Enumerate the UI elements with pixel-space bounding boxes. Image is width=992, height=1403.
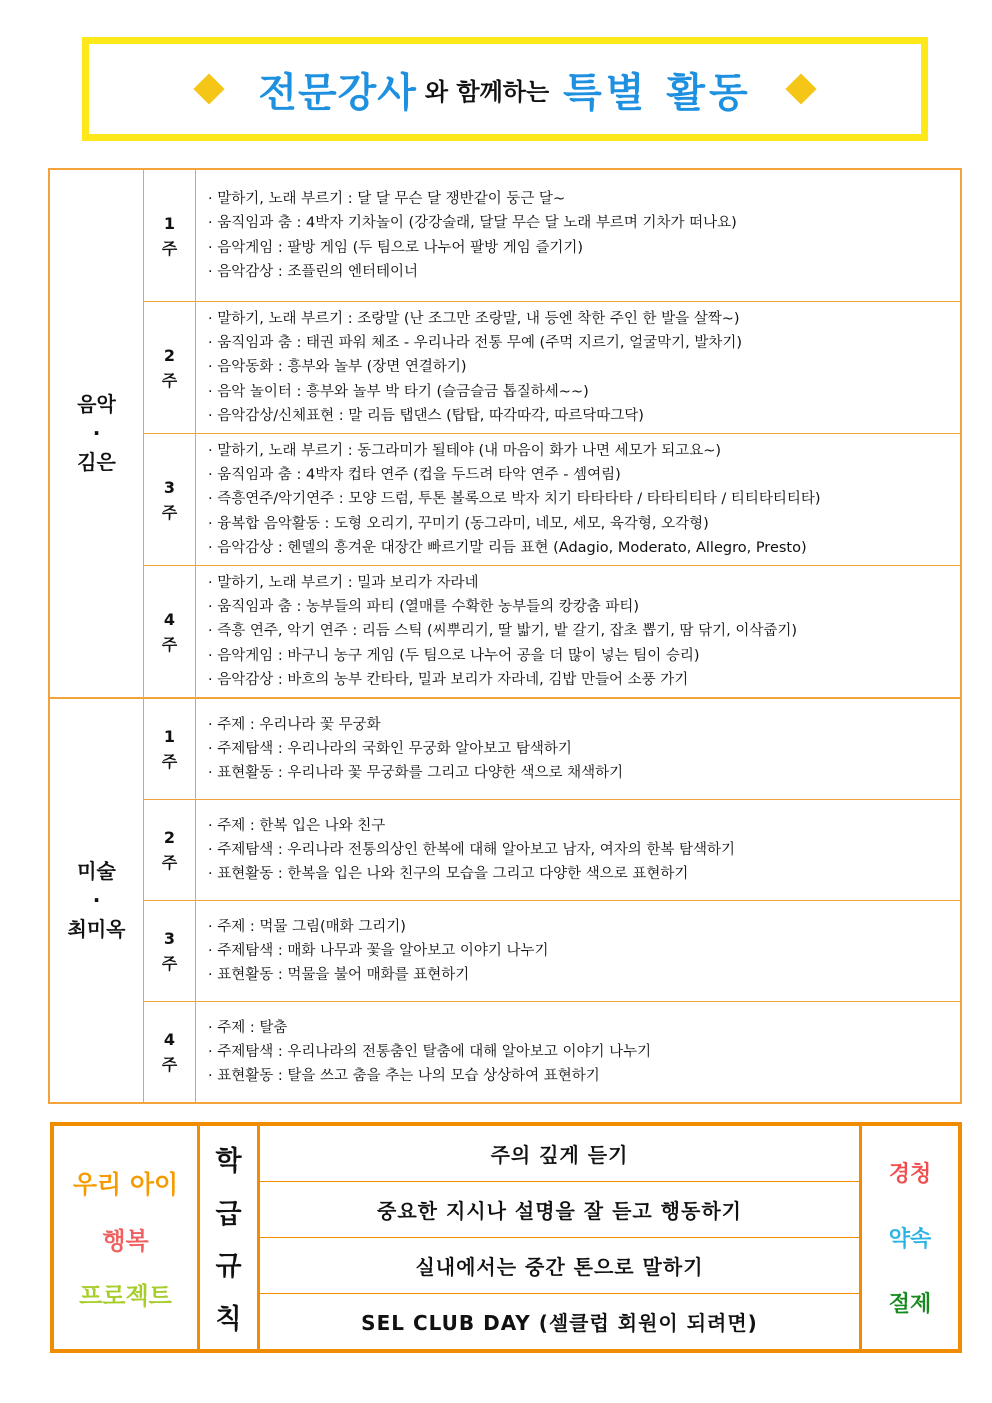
subject-dot: · <box>92 421 101 445</box>
value-promise: 약속 <box>888 1227 932 1252</box>
rules-heading-char: 규 <box>215 1251 242 1283</box>
activity-line: · 움직임과 춤 : 4박자 기차놀이 (강강술래, 달달 무슨 달 노래 부르며 기차가 떠나요) <box>208 215 737 232</box>
project-line-2: 행복 <box>102 1226 149 1255</box>
week-number: 4 <box>163 1030 176 1049</box>
activity-line: · 주제탐색 : 우리나라의 국화인 무궁화 알아보고 탐색하기 <box>208 740 572 757</box>
week-number: 3 <box>163 929 176 948</box>
activity-line: · 음악게임 : 바구니 농구 게임 (두 팀으로 나누어 공을 더 많이 넣는 팀이 승리) <box>208 647 700 664</box>
rules-heading-char: 학 <box>215 1145 242 1177</box>
rules-heading-char: 급 <box>215 1198 242 1230</box>
week-number: 2 <box>163 828 176 847</box>
week-unit: 주 <box>161 954 178 973</box>
week-unit: 주 <box>161 752 178 771</box>
title-part-1: 전문강사 <box>258 69 417 116</box>
activity-line: · 말하기, 노래 부르기 : 밀과 보리가 자라네 <box>208 574 479 591</box>
rule-item: 중요한 지시나 설명을 잘 듣고 행동하기 <box>260 1182 859 1238</box>
activity-line: · 즉흥 연주, 악기 연주 : 리듬 스틱 (씨뿌리기, 딸 밟기, 밭 갈기, 잡초 뽑기, 땀 닦기, 이삭줍기) <box>208 623 798 640</box>
week-label <box>144 800 196 901</box>
title-part-2: 와 함께하는 <box>424 77 550 106</box>
activity-line: · 표현활동 : 먹물을 불어 매화를 표현하기 <box>208 967 470 984</box>
week-row <box>49 434 961 566</box>
activity-line: · 표현활동 : 한복을 입은 나와 친구의 모습을 그리고 다양한 색으로 표현하기 <box>208 866 689 883</box>
activity-line: · 융복합 음악활동 : 도형 오리기, 꾸미기 (동그라미, 네모, 세모, 육각형, 오각형) <box>208 515 709 532</box>
class-rules-box <box>50 1122 962 1353</box>
project-line-1: 우리 아이 <box>72 1169 179 1199</box>
week-unit: 주 <box>161 853 178 872</box>
subject-teacher: 최미옥 <box>67 917 126 941</box>
rules-heading <box>200 1126 260 1349</box>
week-row <box>49 1002 961 1104</box>
activity-list <box>196 169 962 302</box>
week-row <box>49 698 961 800</box>
week-number: 4 <box>163 609 176 629</box>
week-label <box>144 901 196 1002</box>
week-unit: 주 <box>161 370 178 390</box>
diamond-icon <box>785 73 816 104</box>
week-unit: 주 <box>161 502 178 522</box>
week-unit: 주 <box>161 634 178 654</box>
week-row <box>49 800 961 901</box>
activity-line: · 음악 놀이터 : 흥부와 놀부 박 타기 (슬금슬금 톱질하세~~) <box>208 383 589 400</box>
activity-line: · 움직임과 춤 : 4박자 컵타 연주 (컵을 두드려 타악 연주 - 셈여림) <box>208 467 621 484</box>
subject-dot: · <box>92 888 101 912</box>
diamond-icon <box>194 73 225 104</box>
rule-item: 실내에서는 중간 톤으로 말하기 <box>260 1238 859 1294</box>
activity-line: · 말하기, 노래 부르기 : 조랑말 (난 조그만 조랑말, 내 등엔 착한 주인 한 발을 살짝~) <box>208 310 740 327</box>
week-row <box>49 901 961 1002</box>
week-number: 1 <box>163 213 176 233</box>
activity-line: · 말하기, 노래 부르기 : 동그라미가 될테야 (내 마음이 화가 나면 세모가 되고요~) <box>208 442 722 459</box>
week-number: 3 <box>163 477 176 497</box>
activity-line: · 표현활동 : 우리나라 꽃 무궁화를 그리고 다양한 색으로 채색하기 <box>208 765 624 782</box>
activity-line: · 음악감상/신체표현 : 말 리듬 탭댄스 (탑탑, 따각따각, 따르닥따그닥) <box>208 407 644 424</box>
value-listening: 경청 <box>888 1162 932 1187</box>
music-subject-cell <box>49 169 144 698</box>
activity-table <box>48 168 962 1104</box>
subject-teacher: 김은 <box>77 450 116 474</box>
week-unit: 주 <box>161 1055 178 1074</box>
project-line-3: 프로젝트 <box>79 1281 172 1310</box>
week-number: 2 <box>163 345 176 365</box>
activity-line: · 주제 : 먹물 그림(매화 그리기) <box>208 918 406 935</box>
activity-line: · 주제탐색 : 매화 나무과 꽃을 알아보고 이야기 나누기 <box>208 942 549 959</box>
title-banner <box>82 37 928 141</box>
activity-line: · 음악감상 : 헨델의 흥겨운 대장간 빠르기말 리듬 표현 (Adagio, Moderato, Allegro, Presto) <box>208 539 807 556</box>
title-part-3: 특별 활동 <box>563 69 752 116</box>
activity-line: · 말하기, 노래 부르기 : 달 달 무슨 달 쟁반같이 둥근 달~ <box>208 191 566 208</box>
activity-list <box>196 698 962 800</box>
activity-line: · 음악동화 : 흥부와 놀부 (장면 연결하기) <box>208 359 467 376</box>
activity-list <box>196 901 962 1002</box>
week-label <box>144 566 196 699</box>
activity-list <box>196 566 962 699</box>
activity-line: · 주제 : 한복 입은 나와 친구 <box>208 817 386 834</box>
activity-line: · 음악게임 : 팔방 게임 (두 팀으로 나누어 팔방 게임 즐기기) <box>208 239 584 256</box>
week-row <box>49 169 961 302</box>
activity-list <box>196 434 962 566</box>
activity-line: · 주제 : 우리나라 꽃 무궁화 <box>208 716 381 733</box>
rules-list <box>260 1126 862 1349</box>
project-label <box>54 1126 200 1349</box>
values-column <box>862 1126 958 1349</box>
week-row <box>49 302 961 434</box>
activity-line: · 움직임과 춤 : 농부들의 파티 (열매를 수확한 농부들의 캉캉춤 파티) <box>208 599 640 616</box>
rule-item: SEL CLUB DAY (셀클럽 회원이 되려면) <box>361 1311 758 1335</box>
week-label <box>144 302 196 434</box>
value-restraint: 절제 <box>888 1292 932 1317</box>
rules-heading-char: 칙 <box>215 1304 242 1336</box>
activity-line: · 표현활동 : 탈을 쓰고 춤을 추는 나의 모습 상상하여 표현하기 <box>208 1068 600 1085</box>
activity-line: · 음악감상 : 조플린의 엔터테이너 <box>208 263 419 280</box>
art-subject-cell <box>49 698 144 1103</box>
week-number: 1 <box>163 727 176 746</box>
week-row <box>49 566 961 699</box>
activity-list <box>196 302 962 434</box>
subject-subject: 미술 <box>77 859 116 883</box>
activity-list <box>196 1002 962 1104</box>
week-label <box>144 1002 196 1104</box>
week-label <box>144 169 196 302</box>
activity-line: · 음악감상 : 바흐의 농부 칸타타, 밀과 보리가 자라네, 김밥 만들어 소풍 가기 <box>208 671 689 688</box>
week-label <box>144 698 196 800</box>
activity-line: · 주제탐색 : 우리나라 전통의상인 한복에 대해 알아보고 남자, 여자의 한복 탐색하기 <box>208 841 736 858</box>
activity-list <box>196 800 962 901</box>
activity-line: · 주제탐색 : 우리나라의 전통춤인 탈춤에 대해 알아보고 이야기 나누기 <box>208 1043 652 1060</box>
rule-item: 주의 깊게 듣기 <box>260 1126 859 1182</box>
subject-subject: 음악 <box>77 392 116 416</box>
activity-line: · 주제 : 탈춤 <box>208 1019 288 1036</box>
activity-line: · 즉흥연주/악기연주 : 모양 드럼, 투톤 볼록으로 박자 치기 타타타타 / 타타티티타 / 티티타티티타) <box>208 491 821 508</box>
week-label <box>144 434 196 566</box>
activity-line: · 움직임과 춤 : 태권 파워 체조 - 우리나라 전통 무예 (주먹 지르기, 얼굴막기, 발차기) <box>208 335 743 352</box>
week-unit: 주 <box>161 238 178 258</box>
